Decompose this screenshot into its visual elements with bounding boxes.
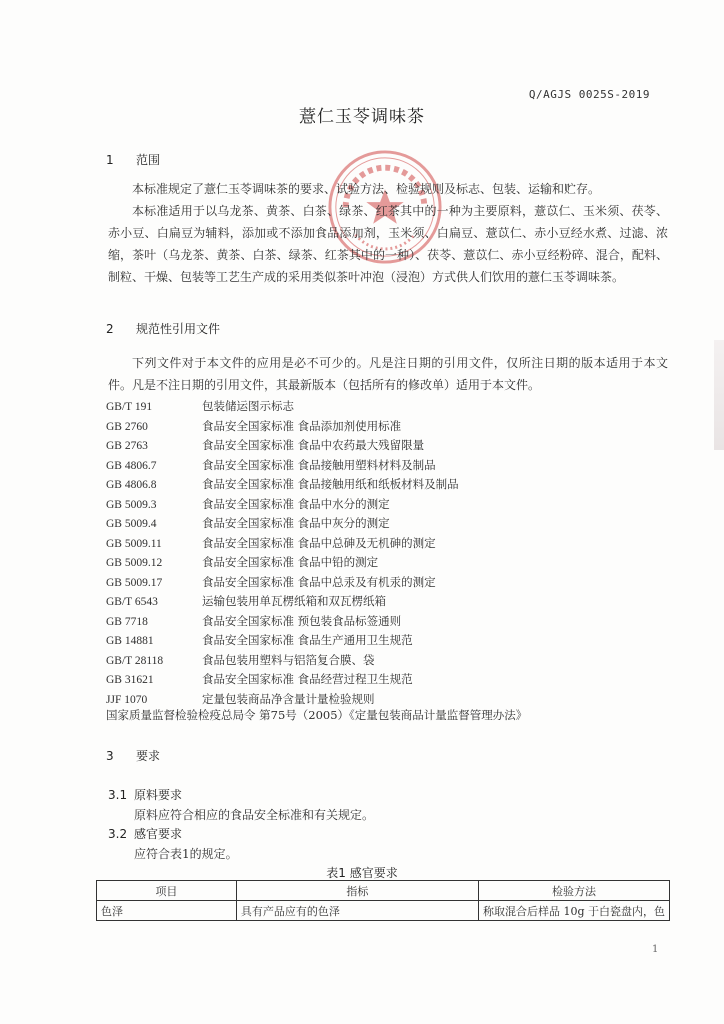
reference-row <box>106 514 676 534</box>
reference-code: GB 4806.8 <box>106 479 157 491</box>
reference-list <box>106 397 676 709</box>
table-header-cell: 项目 <box>97 881 237 901</box>
reference-code: GB 2763 <box>106 440 148 452</box>
reference-name: 食品安全国家标准 食品中水分的测定 <box>202 496 390 511</box>
reference-row <box>106 573 676 593</box>
reference-row <box>106 436 676 456</box>
reference-name: 食品安全国家标准 食品接触用塑料材料及制品 <box>202 457 436 472</box>
reference-row <box>106 495 676 515</box>
reference-name: 食品安全国家标准 食品中总汞及有机汞的测定 <box>202 574 436 589</box>
reference-row <box>106 670 676 690</box>
reference-row <box>106 397 676 417</box>
section-number: 2 <box>106 322 114 336</box>
page-number: 1 <box>652 944 659 955</box>
document-title: 薏仁玉苓调味茶 <box>299 107 425 127</box>
reference-code: GB 14881 <box>106 635 154 647</box>
section-2-heading <box>106 320 220 337</box>
section-title: 范围 <box>136 153 161 167</box>
subsection-3-2-heading <box>108 825 182 842</box>
section-1-paragraph-2: 本标准适用于以乌龙茶、黄茶、白茶、绿茶、红茶其中的一种为主要原料，薏苡仁、玉米须、茯苓、赤小豆、白扁豆为辅料，添加或不添加食品添加剂，玉米须、白扁豆、薏苡仁、赤小豆经水煮、过滤、浓缩，茶叶（乌龙茶、黄茶、白茶、绿茶、红茶其中的一种）、茯苓、薏苡仁、赤小豆经粉碎、混合，配料、制粒、干燥、包装等工艺生产成的采用类似茶叶冲泡（浸泡）方式供人们饮用的薏仁玉苓调味茶。 <box>108 204 668 284</box>
section-title: 规范性引用文件 <box>136 322 221 336</box>
reference-row <box>106 417 676 437</box>
section-3-heading <box>106 747 160 764</box>
reference-row <box>106 592 676 612</box>
reference-code: GB 7718 <box>106 615 148 628</box>
reference-code: GB 31621 <box>106 674 154 686</box>
section-number: 3 <box>106 749 114 763</box>
reference-name: 食品安全国家标准 食品添加剂使用标准 <box>202 418 402 433</box>
section-number: 1 <box>106 153 114 167</box>
reference-row <box>106 553 676 573</box>
reference-name: 食品包装用塑料与铝箔复合膜、袋 <box>202 652 375 667</box>
reference-name: 食品安全国家标准 食品接触用纸和纸板材料及制品 <box>202 477 459 491</box>
reference-code: GB/T 28118 <box>106 654 164 667</box>
subsection-title: 原料要求 <box>134 788 183 802</box>
reference-name: 食品安全国家标准 食品中总砷及无机砷的测定 <box>202 535 436 550</box>
subsection-number: 3.1 <box>108 788 128 802</box>
reference-code: GB 5009.17 <box>106 576 163 589</box>
reference-name: 包装储运图示标志 <box>202 399 294 413</box>
table-row <box>97 901 670 921</box>
reference-name: 食品安全国家标准 食品中农药最大残留限量 <box>202 438 425 452</box>
subsection-number: 3.2 <box>108 827 128 841</box>
section-title: 要求 <box>136 749 161 763</box>
section-2-intro: 下列文件对于本文件的应用是必不可少的。凡是注日期的引用文件，仅所注日期的版本适用于本文件。凡是不注日期的引用文件，其最新版本（包括所有的修改单）适用于本文件。 <box>108 356 668 392</box>
table-header-cell: 检验方法 <box>478 881 669 901</box>
reference-code: JJF 1070 <box>106 693 148 706</box>
reference-code: GB 2760 <box>106 420 148 433</box>
subsection-3-1-text: 原料应符合相应的食品安全标准和有关规定。 <box>134 808 375 822</box>
sensory-requirements-table <box>96 880 670 921</box>
table-cell-indicator: 具有产品应有的色泽 <box>236 901 478 921</box>
table-caption: 表1 感官要求 <box>326 866 398 880</box>
reference-name: 定量包装商品净含量计量检验规则 <box>202 691 375 706</box>
section-1-paragraph-1: 本标准规定了薏仁玉苓调味茶的要求、试验方法、检验规则及标志、包装、运输和贮存。 <box>132 182 601 196</box>
table-cell-method: 称取混合后样品 10g 于白瓷盘内，色 <box>478 901 669 921</box>
reference-name: 食品安全国家标准 食品生产通用卫生规范 <box>202 633 413 647</box>
reference-name: 食品安全国家标准 食品中灰分的测定 <box>202 516 390 530</box>
reference-code: GB 4806.7 <box>106 459 157 472</box>
reference-row <box>106 475 676 495</box>
reference-name: 食品安全国家标准 食品中铅的测定 <box>202 555 379 569</box>
subsection-3-2-text: 应符合表1的规定。 <box>134 847 238 861</box>
standard-code: Q/AGJS 0025S-2019 <box>528 88 650 101</box>
section-1-heading <box>106 151 160 168</box>
reference-row <box>106 651 676 671</box>
table-cell-item: 色泽 <box>97 901 237 921</box>
reference-name: 运输包装用单瓦楞纸箱和双瓦楞纸箱 <box>202 594 386 608</box>
table-header-row <box>97 881 670 901</box>
reference-row <box>106 534 676 554</box>
reference-code: GB 5009.4 <box>106 518 157 530</box>
reference-name: 食品安全国家标准 预包装食品标签通则 <box>202 613 402 628</box>
reference-code: GB 5009.12 <box>106 557 163 569</box>
reference-regulation: 国家质量监督检验检疫总局令 第75号（2005）《定量包装商品计量监督管理办法》 <box>106 708 528 722</box>
reference-code: GB/T 6543 <box>106 596 158 608</box>
reference-code: GB 5009.11 <box>106 537 162 550</box>
reference-row <box>106 612 676 632</box>
table-header-cell: 指标 <box>236 881 478 901</box>
reference-row <box>106 631 676 651</box>
subsection-3-1-heading <box>108 786 182 803</box>
reference-row <box>106 456 676 476</box>
reference-code: GB 5009.3 <box>106 498 157 511</box>
subsection-title: 感官要求 <box>134 827 183 841</box>
reference-code: GB/T 191 <box>106 401 153 413</box>
reference-name: 食品安全国家标准 食品经营过程卫生规范 <box>202 672 413 686</box>
scan-edge-mark <box>714 340 724 450</box>
